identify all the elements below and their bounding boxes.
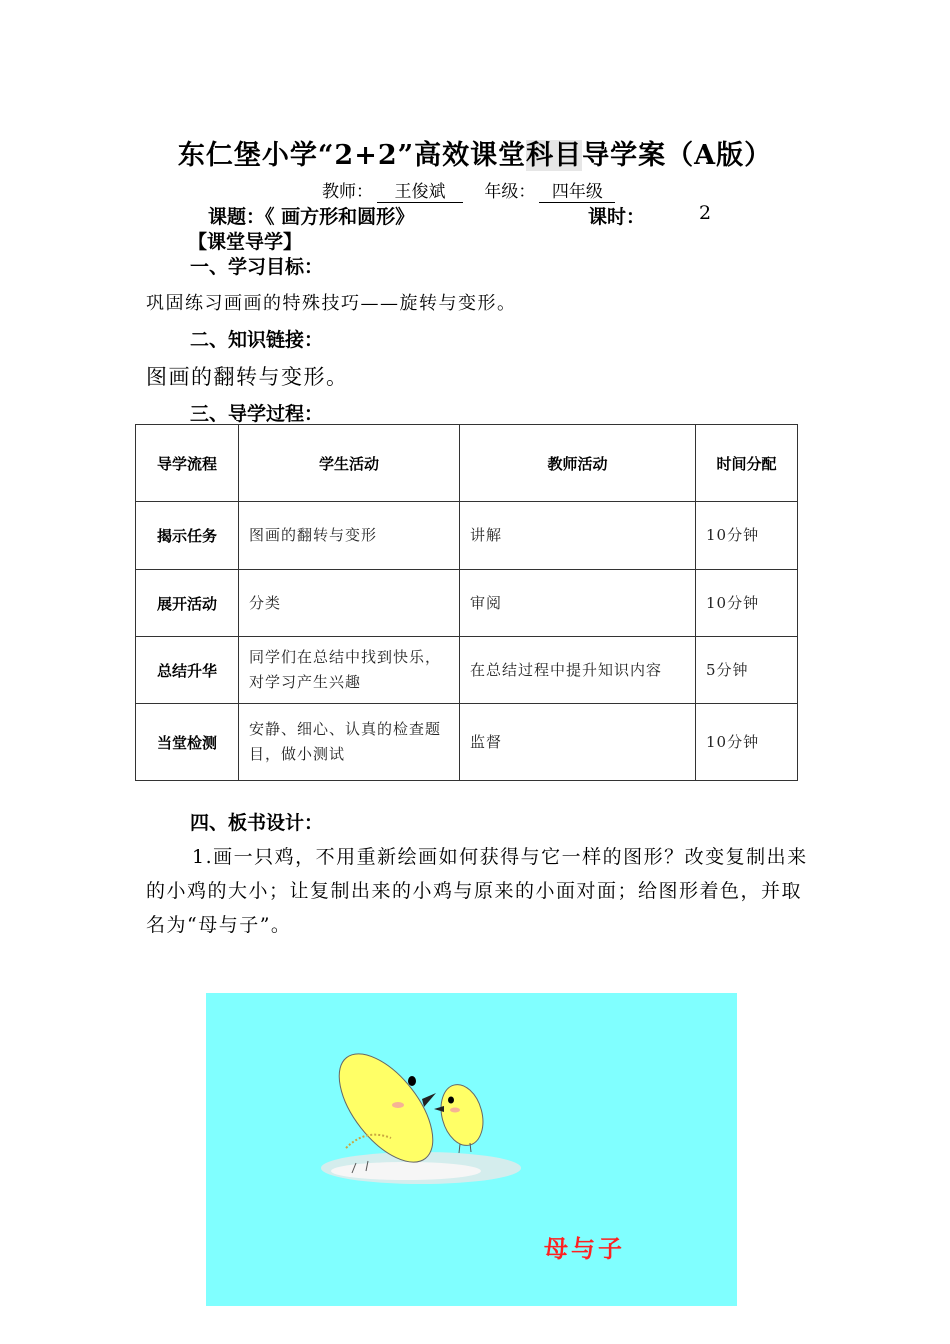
board-design-heading: 四、板书设计： xyxy=(190,812,324,834)
table-row xyxy=(136,502,798,570)
teacher-grade-line xyxy=(322,177,615,203)
guide-table xyxy=(135,424,798,781)
period-value: 2 xyxy=(699,202,712,224)
grade-value: 四年级 xyxy=(539,177,615,203)
table-header-row xyxy=(136,425,798,502)
title-highlight: 科目 xyxy=(526,140,583,171)
learning-goals-heading: 一、学习目标： xyxy=(190,256,324,278)
child-cheek xyxy=(450,1108,460,1113)
time-cell: 10分钟 xyxy=(696,502,798,570)
teacher-cell: 监督 xyxy=(460,704,696,781)
knowledge-link-text: 图画的翻转与变形。 xyxy=(146,365,349,389)
title-part: 导学案（A版） xyxy=(582,140,773,171)
chicks-illustration xyxy=(206,993,737,1306)
document-title xyxy=(0,133,950,172)
board-design-paragraph: 1.画一只鸡，不用重新绘画如何获得与它一样的图形？改变复制出来的小鸡的大小；让复制出来的小鸡与原来的小面对面；给图形着色，并取名为“母与子”。 xyxy=(146,846,808,936)
mother-beak xyxy=(422,1093,436,1107)
header-stage: 导学流程 xyxy=(136,425,239,502)
learning-goals-text: 巩固练习画画的特殊技巧——旋转与变形。 xyxy=(146,293,517,314)
mother-eye xyxy=(408,1076,416,1086)
header-student: 学生活动 xyxy=(239,425,460,502)
teacher-label: 教师： xyxy=(322,182,373,202)
teacher-name: 王俊斌 xyxy=(377,177,463,203)
table-row xyxy=(136,570,798,637)
mother-and-child-picture xyxy=(206,993,737,1306)
title-part: 东仁堡小学“2+2”高效课堂 xyxy=(177,140,527,171)
table-row xyxy=(136,637,798,704)
lesson-topic: 课题：《 画方形和圆形》 xyxy=(208,206,415,228)
period-label: 课时： xyxy=(588,206,646,228)
teacher-cell: 讲解 xyxy=(460,502,696,570)
time-cell: 5分钟 xyxy=(696,637,798,704)
process-heading: 三、导学过程： xyxy=(190,403,324,425)
child-leg xyxy=(459,1144,460,1153)
picture-caption: 母与子 xyxy=(544,1235,625,1263)
child-beak xyxy=(434,1106,444,1112)
knowledge-link-heading: 二、知识链接： xyxy=(190,329,324,351)
stage-cell: 揭示任务 xyxy=(136,502,239,570)
teacher-cell: 审阅 xyxy=(460,570,696,637)
time-cell: 10分钟 xyxy=(696,704,798,781)
stage-cell: 展开活动 xyxy=(136,570,239,637)
student-cell: 安静、细心、认真的检查题目，做小测试 xyxy=(239,704,460,781)
student-cell: 图画的翻转与变形 xyxy=(239,502,460,570)
section-bracket: 【课堂导学】 xyxy=(188,231,303,253)
time-cell: 10分钟 xyxy=(696,570,798,637)
ground-shadow-inner xyxy=(331,1162,481,1180)
stage-cell: 当堂检测 xyxy=(136,704,239,781)
grade-label: 年级： xyxy=(484,182,536,202)
stage-cell: 总结升华 xyxy=(136,637,239,704)
student-cell: 同学们在总结中找到快乐，对学习产生兴趣 xyxy=(239,637,460,704)
header-time: 时间分配 xyxy=(696,425,798,502)
child-eye xyxy=(448,1097,454,1104)
student-cell: 分类 xyxy=(239,570,460,637)
mother-cheek xyxy=(392,1102,404,1108)
child-chick xyxy=(435,1080,490,1150)
header-teacher: 教师活动 xyxy=(460,425,696,502)
table-row xyxy=(136,704,798,781)
teacher-cell: 在总结过程中提升知识内容 xyxy=(460,637,696,704)
